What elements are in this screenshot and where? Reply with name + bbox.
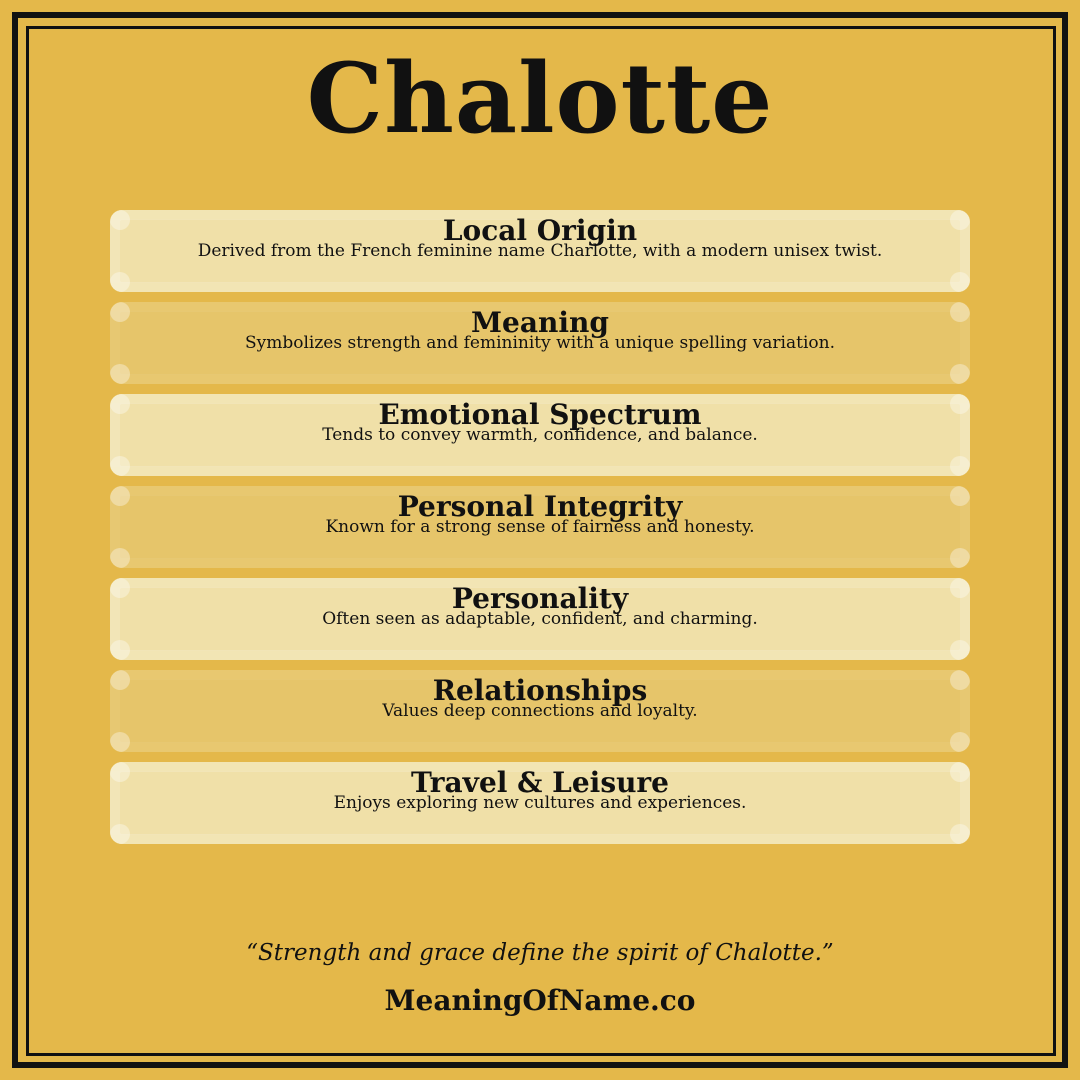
corner-dot <box>110 640 130 660</box>
corner-dot <box>950 456 970 476</box>
corner-dot <box>110 732 130 752</box>
site-name: MeaningOfName.co <box>384 984 696 1017</box>
corner-dot <box>110 364 130 384</box>
card-band-bottom <box>110 835 970 844</box>
corner-dot <box>110 272 130 292</box>
card-band-bottom <box>110 283 970 292</box>
card-description: Symbolizes strength and femininity with a unique spelling variation. <box>244 333 835 353</box>
card-heading: Relationships <box>432 674 648 707</box>
card-band-bottom <box>110 467 970 476</box>
card-description: Tends to convey warmth, confidence, and balance. <box>322 425 758 445</box>
card-description: Derived from the French feminine name Charlotte, with a modern unisex twist. <box>197 241 883 261</box>
corner-dot <box>950 548 970 568</box>
card-description: Often seen as adaptable, confident, and charming. <box>322 609 758 629</box>
corner-dot <box>950 364 970 384</box>
card-heading: Travel & Leisure <box>410 766 669 799</box>
corner-dot <box>110 824 130 844</box>
card-description: Enjoys exploring new cultures and experiences. <box>333 793 747 813</box>
name-title: Chalotte <box>306 42 774 155</box>
corner-dot <box>110 456 130 476</box>
corner-dot <box>950 272 970 292</box>
card-description: Values deep connections and loyalty. <box>382 701 698 721</box>
quote-text: “Strength and grace define the spirit of Chalotte.” <box>246 940 834 966</box>
card-band-bottom <box>110 743 970 752</box>
card-travel-leisure <box>110 762 970 844</box>
card-band-bottom <box>110 559 970 568</box>
card-personality <box>110 578 970 660</box>
card-meaning <box>110 302 970 384</box>
corner-dot <box>950 732 970 752</box>
card-emotional-spectrum <box>110 394 970 476</box>
card-heading: Emotional Spectrum <box>378 398 702 431</box>
corner-dot <box>950 640 970 660</box>
corner-dot <box>110 548 130 568</box>
card-band-bottom <box>110 651 970 660</box>
corner-dot <box>950 824 970 844</box>
card-relationships <box>110 670 970 752</box>
card-personal-integrity <box>110 486 970 568</box>
card-heading: Personality <box>451 582 629 615</box>
card-local-origin <box>110 210 970 292</box>
card-heading: Local Origin <box>442 214 638 247</box>
card-heading: Personal Integrity <box>397 490 683 523</box>
card-heading: Meaning <box>471 306 609 339</box>
card-description: Known for a strong sense of fairness and honesty. <box>325 517 755 537</box>
card-band-bottom <box>110 375 970 384</box>
